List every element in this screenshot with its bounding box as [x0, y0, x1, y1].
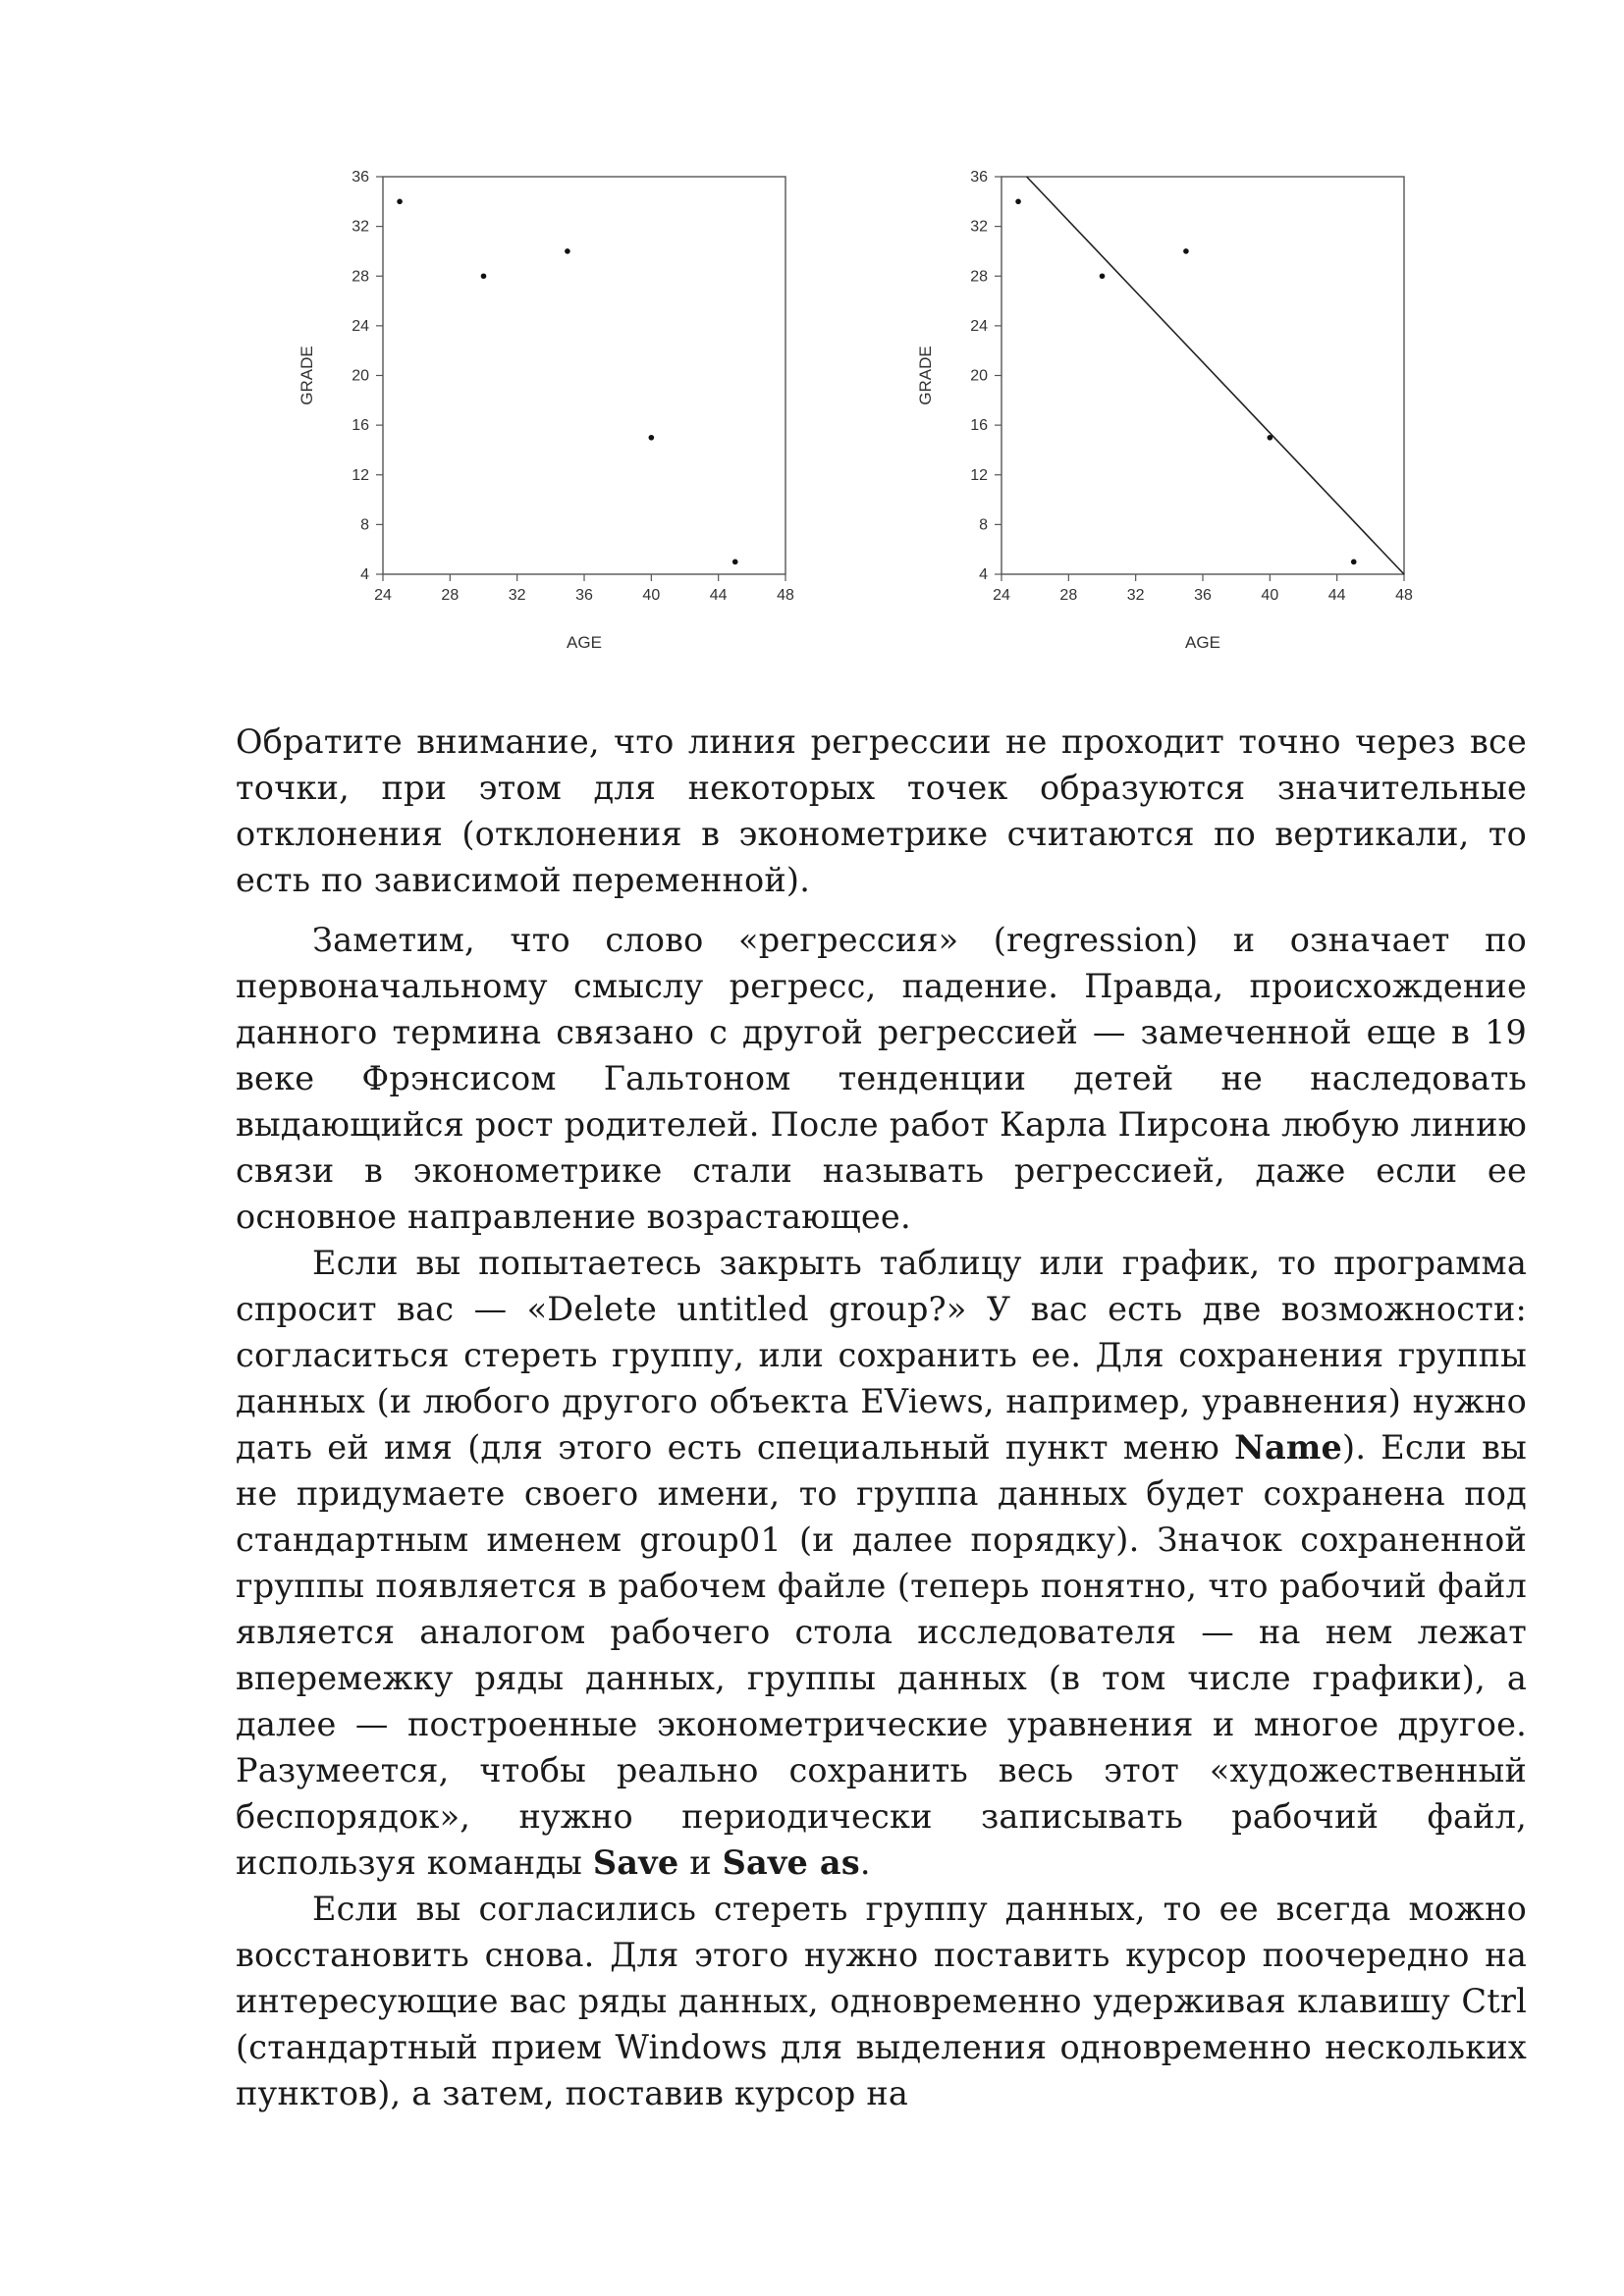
- scatter-chart-svg: [285, 157, 835, 667]
- x-tick-label: 40: [642, 587, 661, 604]
- charts-area: [0, 0, 1624, 687]
- data-point: [732, 560, 738, 565]
- x-tick-label: 48: [1395, 587, 1413, 604]
- save-command-bold: Save: [592, 1843, 679, 1882]
- x-tick-label: 36: [1194, 587, 1212, 604]
- paragraph-regression-line-note: Обратите внимание, что линия регрессии не проходит точно через все точки, при этом для некоторых точек образуются значительные отклонения (отклонения в эконометрике считаются по вертикали, то есть по зависимой переменной).: [236, 722, 1527, 899]
- scatter-chart-with-regression-line: [903, 157, 1453, 667]
- x-tick-label: 44: [709, 587, 728, 604]
- data-point: [1100, 273, 1106, 279]
- y-tick-label: 32: [970, 218, 988, 236]
- text-run: Если вы попытаетесь закрыть таблицу или график, то программа спросит вас — «Delete untitled group?» У вас есть две возможности: согласиться стереть группу, или сохранить ее. Для сохранения группы данных (и любого другого объекта EViews, например, уравнения) нужно дать ей имя (для этого есть специальный пункт меню: [236, 1244, 1527, 1467]
- data-point: [1268, 435, 1273, 441]
- plot-frame: [1001, 177, 1404, 574]
- y-tick-label: 24: [352, 317, 369, 335]
- data-point: [1015, 199, 1021, 205]
- data-point: [565, 248, 570, 254]
- y-tick-label: 16: [352, 417, 369, 435]
- data-point: [481, 273, 487, 279]
- y-tick-label: 20: [970, 367, 988, 385]
- y-tick-label: 4: [979, 566, 988, 583]
- data-point: [397, 199, 403, 205]
- scatter-chart-regression-svg: [903, 157, 1453, 667]
- y-tick-label: 12: [970, 466, 988, 484]
- text-run: .: [859, 1843, 871, 1882]
- data-point: [649, 435, 655, 441]
- x-axis-label: AGE: [567, 633, 602, 652]
- x-tick-label: 48: [777, 587, 794, 604]
- y-tick-label: 28: [970, 268, 988, 286]
- x-axis-label: AGE: [1185, 633, 1220, 652]
- y-tick-label: 4: [360, 566, 369, 583]
- y-tick-label: 20: [352, 367, 369, 385]
- save-as-command-bold: Save as: [722, 1843, 860, 1882]
- x-tick-label: 40: [1261, 587, 1279, 604]
- menu-name-bold: Name: [1234, 1428, 1343, 1467]
- text-run: и: [678, 1843, 723, 1882]
- y-tick-label: 8: [360, 516, 369, 534]
- paragraph-restore-group: Если вы согласились стереть группу данных, то ее всегда можно восстановить снова. Для этого нужно поставить курсор поочередно на интересующие вас ряды данных, одновременно удерживая клавишу Ctrl (стандартный прием Windows для выделения одновременно нескольких пунктов), а затем, поставив курсор на: [236, 1890, 1527, 2112]
- y-tick-label: 16: [970, 417, 988, 435]
- y-axis-label: GRADE: [916, 346, 935, 405]
- y-tick-label: 36: [352, 169, 369, 186]
- y-tick-label: 12: [352, 466, 369, 484]
- x-tick-label: 32: [508, 587, 526, 604]
- x-tick-label: 24: [374, 587, 392, 604]
- y-axis-label: GRADE: [298, 346, 316, 405]
- document-body: [236, 705, 1527, 2116]
- plot-frame: [383, 177, 785, 574]
- y-tick-label: 24: [970, 317, 988, 335]
- x-tick-label: 44: [1327, 587, 1346, 604]
- y-tick-label: 32: [352, 218, 369, 236]
- x-tick-label: 36: [575, 587, 593, 604]
- y-tick-label: 8: [979, 516, 988, 534]
- x-tick-label: 24: [993, 587, 1010, 604]
- data-point: [1351, 560, 1357, 565]
- scatter-chart-age-grade: [285, 157, 835, 667]
- text-run: ). Если вы не придумаете своего имени, то группа данных будет сохранена под стандартным именем group01 (и далее порядку). Значок сохраненной группы появляется в рабочем файле (теперь понятно, что рабочий файл является аналогом рабочего стола исследователя — на нем лежат вперемежку ряды данных, группы данных (в том числе графики), а далее — построенные эконометрические уравнения и многое другое. Разумеется, чтобы реально сохранить весь этот «художественный беспорядок», нужно периодически записывать рабочий файл, используя команды: [236, 1428, 1527, 1882]
- x-tick-label: 28: [1059, 587, 1078, 604]
- paragraph-delete-untitled-group: [236, 1240, 1527, 1886]
- x-tick-label: 32: [1126, 587, 1145, 604]
- y-tick-label: 36: [970, 169, 988, 186]
- data-point: [1183, 248, 1189, 254]
- paragraph-regression-etymology: Заметим, что слово «регрессия» (regression) и означает по первоначальному смыслу регресс, падение. Правда, происхождение данного термина связано с другой регрессией — замеченной еще в 19 веке Фрэнсисом Гальтоном тенденции детей не наследовать выдающийся рост родителей. После работ Карла Пирсона любую линию связи в эконометрике стали называть регрессией, даже если ее основное направление возрастающее.: [236, 921, 1527, 1236]
- y-tick-label: 28: [352, 268, 369, 286]
- regression-line: [1027, 177, 1404, 574]
- x-tick-label: 28: [441, 587, 460, 604]
